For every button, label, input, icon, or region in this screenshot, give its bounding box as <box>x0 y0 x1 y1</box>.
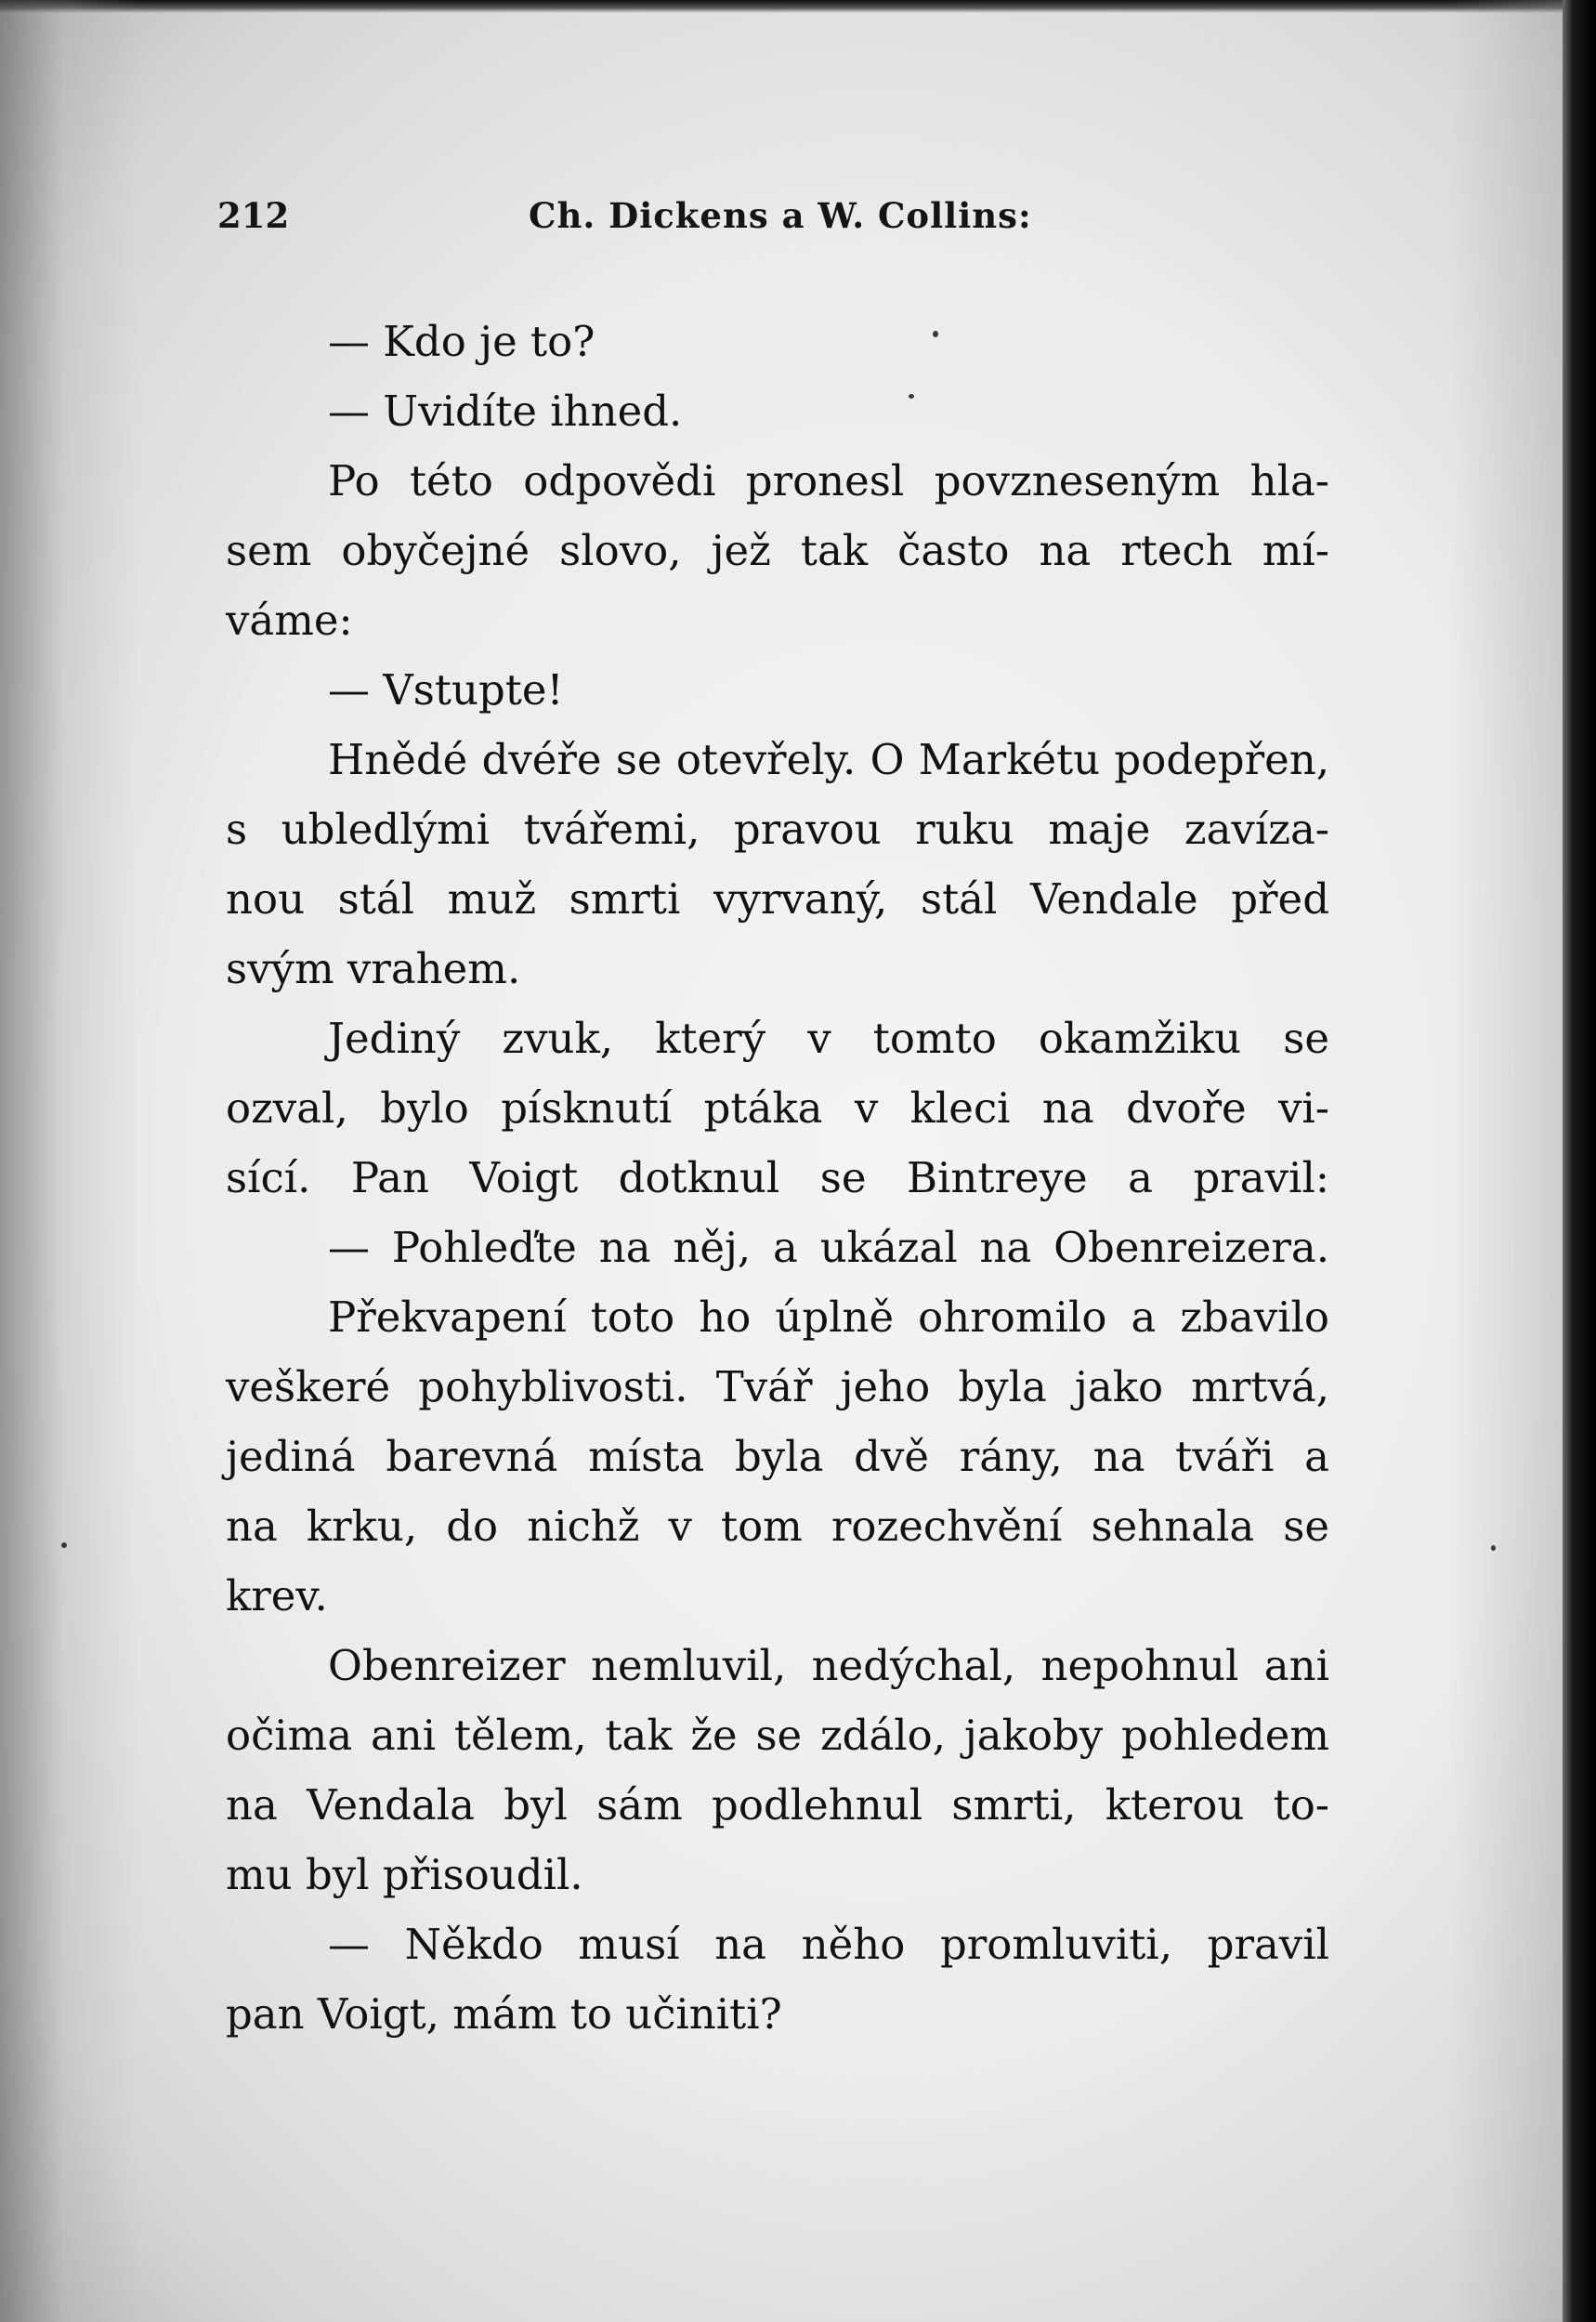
text-line: sem obyčejné slovo, jež tak často na rtech mí- <box>226 526 1329 575</box>
body-text <box>226 307 1329 2049</box>
text-line: — Někdo musí na něho promluviti, pravil <box>328 1920 1329 1969</box>
scan-top-edge <box>0 0 1596 13</box>
text-line: na Vendala byl sám podlehnul smrti, kterou to- <box>226 1780 1329 1830</box>
text-line: nou stál muž smrti vyrvaný, stál Vendale před <box>226 874 1329 924</box>
text-line: svým vrahem. <box>226 944 521 993</box>
text-line: na krku, do nichž v tom rozechvění sehnala se <box>226 1502 1329 1551</box>
page-edge-shadow <box>1449 0 1563 2322</box>
ink-speck <box>1491 1545 1496 1551</box>
text-line: očima ani tělem, tak že se zdálo, jakoby pohledem <box>226 1711 1329 1760</box>
text-line: jediná barevná místa byla dvě rány, na tváři a <box>226 1432 1329 1481</box>
text-line: ozval, bylo písknutí ptáka v kleci na dvoře vi- <box>226 1083 1329 1133</box>
page-number: 212 <box>217 195 290 236</box>
text-line: Hnědé dvéře se otevřely. O Markétu podepřen, <box>328 735 1329 784</box>
text-line: Jediný zvuk, který v tomto okamžiku se <box>328 1014 1329 1063</box>
book-binding-edge <box>1563 0 1596 2322</box>
text-line: — Vstupte! <box>328 665 564 715</box>
text-line: s ubledlými tvářemi, pravou ruku maje zavíza- <box>226 805 1329 854</box>
page-gutter-shadow <box>0 0 139 2322</box>
text-line: váme: <box>226 596 353 645</box>
text-line: Po této odpovědi pronesl povzneseným hla- <box>328 456 1329 505</box>
running-head: Ch. Dickens a W. Collins: <box>529 195 1032 236</box>
text-line: Překvapení toto ho úplně ohromilo a zbavilo <box>328 1292 1329 1342</box>
text-line: mu byl přisoudil. <box>226 1850 583 1899</box>
text-line: Obenreizer nemluvil, nedýchal, nepohnul ani <box>328 1641 1329 1690</box>
text-line: — Uvidíte ihned. <box>328 387 683 436</box>
text-line: veškeré pohyblivosti. Tvář jeho byla jako mrtvá, <box>226 1362 1329 1411</box>
text-line: sící. Pan Voigt dotknul se Bintreye a pravil: <box>226 1153 1329 1202</box>
text-line: pan Voigt, mám to učiniti? <box>226 1989 782 2039</box>
page-header <box>217 195 1332 251</box>
text-line: krev. <box>226 1571 328 1620</box>
ink-speck <box>61 1542 67 1548</box>
text-line: — Kdo je to? <box>328 317 595 366</box>
text-line: — Pohleďte na něj, a ukázal na Obenreizera. <box>328 1223 1329 1272</box>
